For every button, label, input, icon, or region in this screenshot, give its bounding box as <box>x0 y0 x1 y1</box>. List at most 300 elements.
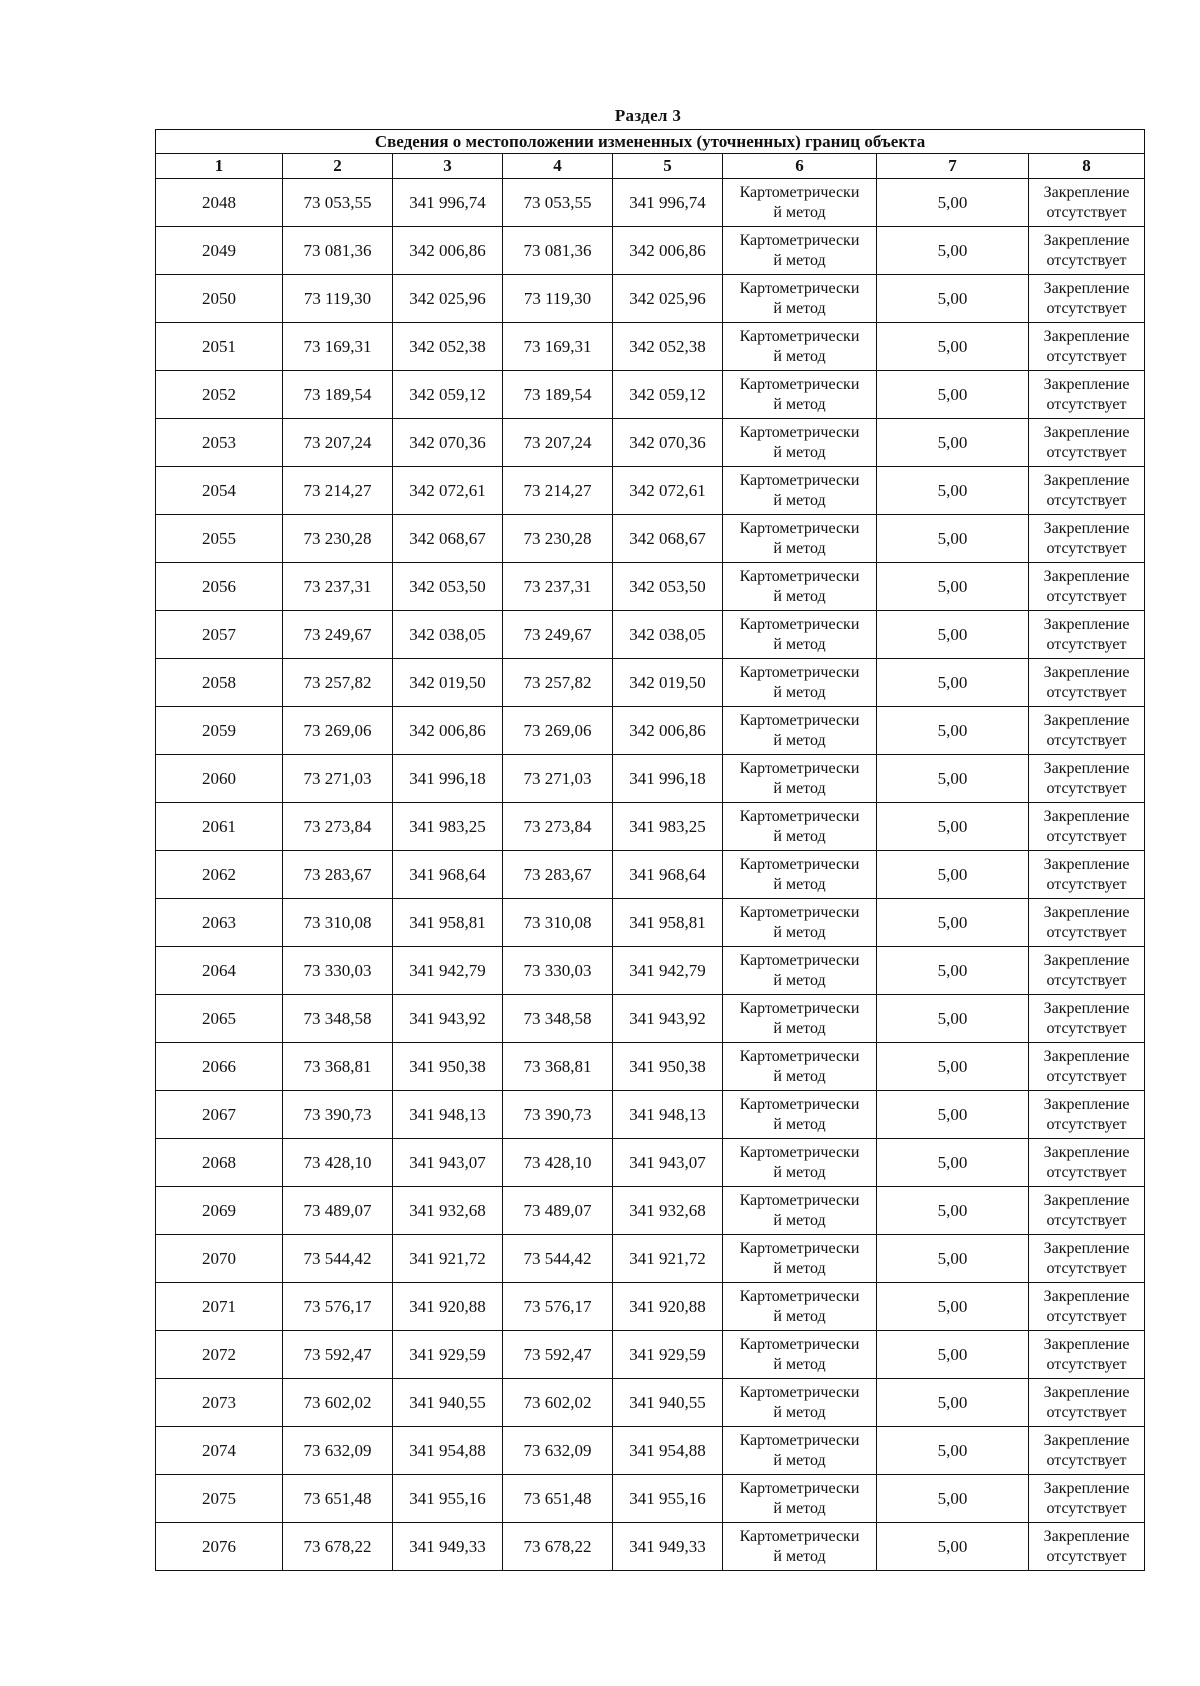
method-cell <box>723 323 877 371</box>
fixation-text-line: отсутствует <box>1046 491 1127 509</box>
x-existing-cell: 73 632,09 <box>283 1427 393 1475</box>
x-refined-cell: 73 271,03 <box>503 755 613 803</box>
column-number: 1 <box>156 154 283 179</box>
x-refined-cell: 73 230,28 <box>503 515 613 563</box>
method-text-line: Картометрически <box>739 903 860 921</box>
x-refined-cell: 73 592,47 <box>503 1331 613 1379</box>
y-refined-cell: 341 942,79 <box>613 947 723 995</box>
table-row <box>156 1283 1145 1331</box>
y-existing-cell: 342 019,50 <box>393 659 503 707</box>
fixation-text-line: отсутствует <box>1046 1547 1127 1565</box>
x-existing-cell: 73 271,03 <box>283 755 393 803</box>
y-refined-cell: 342 019,50 <box>613 659 723 707</box>
method-text-line: Картометрически <box>739 1095 860 1113</box>
table-row <box>156 995 1145 1043</box>
x-existing-cell: 73 119,30 <box>283 275 393 323</box>
fixation-text-line: отсутствует <box>1046 1355 1127 1373</box>
fixation-text-line: отсутствует <box>1046 539 1127 557</box>
fixation-text-line: отсутствует <box>1046 1451 1127 1469</box>
fixation-text-line: Закрепление <box>1043 1479 1130 1497</box>
table-row <box>156 1427 1145 1475</box>
x-refined-cell: 73 428,10 <box>503 1139 613 1187</box>
method-text-line: й метод <box>773 779 826 797</box>
point-number-cell: 2066 <box>156 1043 283 1091</box>
x-refined-cell: 73 269,06 <box>503 707 613 755</box>
method-cell <box>723 179 877 227</box>
fixation-text-line: отсутствует <box>1046 1019 1127 1037</box>
accuracy-cell: 5,00 <box>877 1139 1029 1187</box>
method-text-line: й метод <box>773 395 826 413</box>
column-number: 4 <box>503 154 613 179</box>
table-row <box>156 755 1145 803</box>
method-text-line: й метод <box>773 1211 826 1229</box>
x-existing-cell: 73 283,67 <box>283 851 393 899</box>
x-existing-cell: 73 576,17 <box>283 1283 393 1331</box>
point-number-cell: 2064 <box>156 947 283 995</box>
point-number-cell: 2069 <box>156 1187 283 1235</box>
y-refined-cell: 341 943,07 <box>613 1139 723 1187</box>
x-existing-cell: 73 230,28 <box>283 515 393 563</box>
fixation-cell <box>1029 803 1145 851</box>
fixation-text-line: Закрепление <box>1043 567 1130 585</box>
point-number-cell: 2067 <box>156 1091 283 1139</box>
table-row <box>156 947 1145 995</box>
y-existing-cell: 341 949,33 <box>393 1523 503 1571</box>
point-number-cell: 2076 <box>156 1523 283 1571</box>
fixation-text-line: отсутствует <box>1046 971 1127 989</box>
method-text-line: й метод <box>773 1307 826 1325</box>
x-refined-cell: 73 310,08 <box>503 899 613 947</box>
table-row <box>156 1379 1145 1427</box>
method-cell <box>723 659 877 707</box>
y-refined-cell: 342 070,36 <box>613 419 723 467</box>
table-row <box>156 1331 1145 1379</box>
y-refined-cell: 342 038,05 <box>613 611 723 659</box>
fixation-text-line: Закрепление <box>1043 1143 1130 1161</box>
accuracy-cell: 5,00 <box>877 1427 1029 1475</box>
x-refined-cell: 73 189,54 <box>503 371 613 419</box>
fixation-text-line: Закрепление <box>1043 807 1130 825</box>
method-cell <box>723 1139 877 1187</box>
point-number-cell: 2074 <box>156 1427 283 1475</box>
y-refined-cell: 342 059,12 <box>613 371 723 419</box>
y-existing-cell: 341 942,79 <box>393 947 503 995</box>
accuracy-cell: 5,00 <box>877 179 1029 227</box>
point-number-cell: 2052 <box>156 371 283 419</box>
x-existing-cell: 73 257,82 <box>283 659 393 707</box>
y-existing-cell: 341 929,59 <box>393 1331 503 1379</box>
table-row <box>156 659 1145 707</box>
method-text-line: й метод <box>773 923 826 941</box>
table-row <box>156 1139 1145 1187</box>
y-existing-cell: 342 059,12 <box>393 371 503 419</box>
accuracy-cell: 5,00 <box>877 275 1029 323</box>
table-row <box>156 419 1145 467</box>
method-text-line: Картометрически <box>739 567 860 585</box>
point-number-cell: 2063 <box>156 899 283 947</box>
table-row <box>156 1523 1145 1571</box>
method-cell <box>723 515 877 563</box>
table-row <box>156 611 1145 659</box>
point-number-cell: 2068 <box>156 1139 283 1187</box>
method-text-line: Картометрически <box>739 807 860 825</box>
method-cell <box>723 1427 877 1475</box>
fixation-cell <box>1029 371 1145 419</box>
accuracy-cell: 5,00 <box>877 755 1029 803</box>
method-text-line: Картометрически <box>739 1287 860 1305</box>
method-text-line: й метод <box>773 251 826 269</box>
fixation-text-line: отсутствует <box>1046 1115 1127 1133</box>
x-existing-cell: 73 368,81 <box>283 1043 393 1091</box>
point-number-cell: 2065 <box>156 995 283 1043</box>
table-row <box>156 851 1145 899</box>
fixation-text-line: Закрепление <box>1043 1239 1130 1257</box>
column-number: 2 <box>283 154 393 179</box>
fixation-cell <box>1029 323 1145 371</box>
x-refined-cell: 73 348,58 <box>503 995 613 1043</box>
accuracy-cell: 5,00 <box>877 1091 1029 1139</box>
point-number-cell: 2049 <box>156 227 283 275</box>
method-text-line: й метод <box>773 1451 826 1469</box>
accuracy-cell: 5,00 <box>877 947 1029 995</box>
x-existing-cell: 73 428,10 <box>283 1139 393 1187</box>
method-cell <box>723 1043 877 1091</box>
x-refined-cell: 73 053,55 <box>503 179 613 227</box>
accuracy-cell: 5,00 <box>877 227 1029 275</box>
fixation-cell <box>1029 563 1145 611</box>
fixation-text-line: отсутствует <box>1046 923 1127 941</box>
method-text-line: Картометрически <box>739 183 860 201</box>
x-existing-cell: 73 678,22 <box>283 1523 393 1571</box>
method-text-line: й метод <box>773 1403 826 1421</box>
method-text-line: Картометрически <box>739 231 860 249</box>
y-existing-cell: 342 052,38 <box>393 323 503 371</box>
fixation-text-line: отсутствует <box>1046 299 1127 317</box>
fixation-text-line: отсутствует <box>1046 203 1127 221</box>
method-text-line: й метод <box>773 1499 826 1517</box>
method-text-line: Картометрически <box>739 471 860 489</box>
fixation-text-line: Закрепление <box>1043 759 1130 777</box>
x-existing-cell: 73 489,07 <box>283 1187 393 1235</box>
point-number-cell: 2058 <box>156 659 283 707</box>
fixation-text-line: Закрепление <box>1043 1047 1130 1065</box>
x-existing-cell: 73 237,31 <box>283 563 393 611</box>
fixation-text-line: Закрепление <box>1043 711 1130 729</box>
column-number: 5 <box>613 154 723 179</box>
method-text-line: Картометрически <box>739 1239 860 1257</box>
fixation-text-line: отсутствует <box>1046 635 1127 653</box>
y-existing-cell: 341 932,68 <box>393 1187 503 1235</box>
method-text-line: й метод <box>773 203 826 221</box>
x-refined-cell: 73 576,17 <box>503 1283 613 1331</box>
y-refined-cell: 341 943,92 <box>613 995 723 1043</box>
method-text-line: й метод <box>773 731 826 749</box>
method-text-line: Картометрически <box>739 1383 860 1401</box>
method-text-line: й метод <box>773 971 826 989</box>
y-existing-cell: 341 958,81 <box>393 899 503 947</box>
y-refined-cell: 341 968,64 <box>613 851 723 899</box>
method-text-line: й метод <box>773 635 826 653</box>
fixation-cell <box>1029 1427 1145 1475</box>
method-text-line: й метод <box>773 827 826 845</box>
point-number-cell: 2050 <box>156 275 283 323</box>
method-cell <box>723 611 877 659</box>
method-text-line: й метод <box>773 443 826 461</box>
y-refined-cell: 341 950,38 <box>613 1043 723 1091</box>
accuracy-cell: 5,00 <box>877 995 1029 1043</box>
y-existing-cell: 341 954,88 <box>393 1427 503 1475</box>
table-row <box>156 515 1145 563</box>
x-refined-cell: 73 651,48 <box>503 1475 613 1523</box>
x-refined-cell: 73 330,03 <box>503 947 613 995</box>
fixation-cell <box>1029 707 1145 755</box>
y-refined-cell: 342 006,86 <box>613 707 723 755</box>
y-refined-cell: 342 053,50 <box>613 563 723 611</box>
x-existing-cell: 73 269,06 <box>283 707 393 755</box>
fixation-text-line: отсутствует <box>1046 1307 1127 1325</box>
x-refined-cell: 73 119,30 <box>503 275 613 323</box>
fixation-cell <box>1029 1331 1145 1379</box>
table-row <box>156 1043 1145 1091</box>
method-text-line: й метод <box>773 1259 826 1277</box>
y-existing-cell: 341 943,92 <box>393 995 503 1043</box>
x-existing-cell: 73 592,47 <box>283 1331 393 1379</box>
accuracy-cell: 5,00 <box>877 899 1029 947</box>
y-refined-cell: 341 948,13 <box>613 1091 723 1139</box>
y-refined-cell: 342 072,61 <box>613 467 723 515</box>
accuracy-cell: 5,00 <box>877 659 1029 707</box>
point-number-cell: 2048 <box>156 179 283 227</box>
fixation-text-line: Закрепление <box>1043 1431 1130 1449</box>
fixation-text-line: отсутствует <box>1046 443 1127 461</box>
y-refined-cell: 341 958,81 <box>613 899 723 947</box>
y-existing-cell: 341 921,72 <box>393 1235 503 1283</box>
x-existing-cell: 73 348,58 <box>283 995 393 1043</box>
method-text-line: Картометрически <box>739 1479 860 1497</box>
method-text-line: Картометрически <box>739 279 860 297</box>
fixation-text-line: отсутствует <box>1046 827 1127 845</box>
x-existing-cell: 73 189,54 <box>283 371 393 419</box>
fixation-text-line: Закрепление <box>1043 231 1130 249</box>
table-row <box>156 371 1145 419</box>
column-number: 6 <box>723 154 877 179</box>
y-refined-cell: 341 954,88 <box>613 1427 723 1475</box>
accuracy-cell: 5,00 <box>877 419 1029 467</box>
accuracy-cell: 5,00 <box>877 707 1029 755</box>
method-cell <box>723 275 877 323</box>
table-row <box>156 563 1145 611</box>
x-existing-cell: 73 053,55 <box>283 179 393 227</box>
method-text-line: Картометрически <box>739 519 860 537</box>
accuracy-cell: 5,00 <box>877 371 1029 419</box>
y-existing-cell: 342 068,67 <box>393 515 503 563</box>
x-existing-cell: 73 249,67 <box>283 611 393 659</box>
column-number: 7 <box>877 154 1029 179</box>
point-number-cell: 2072 <box>156 1331 283 1379</box>
method-cell <box>723 1091 877 1139</box>
y-refined-cell: 341 949,33 <box>613 1523 723 1571</box>
x-existing-cell: 73 651,48 <box>283 1475 393 1523</box>
point-number-cell: 2056 <box>156 563 283 611</box>
table-row <box>156 1235 1145 1283</box>
fixation-text-line: отсутствует <box>1046 731 1127 749</box>
y-existing-cell: 341 996,74 <box>393 179 503 227</box>
accuracy-cell: 5,00 <box>877 323 1029 371</box>
fixation-cell <box>1029 467 1145 515</box>
fixation-text-line: Закрепление <box>1043 519 1130 537</box>
y-refined-cell: 341 955,16 <box>613 1475 723 1523</box>
fixation-text-line: Закрепление <box>1043 855 1130 873</box>
y-existing-cell: 342 070,36 <box>393 419 503 467</box>
method-cell <box>723 1187 877 1235</box>
y-refined-cell: 341 996,74 <box>613 179 723 227</box>
x-refined-cell: 73 544,42 <box>503 1235 613 1283</box>
method-cell <box>723 803 877 851</box>
fixation-text-line: отсутствует <box>1046 251 1127 269</box>
x-refined-cell: 73 283,67 <box>503 851 613 899</box>
point-number-cell: 2075 <box>156 1475 283 1523</box>
method-cell <box>723 947 877 995</box>
fixation-text-line: отсутствует <box>1046 1211 1127 1229</box>
x-refined-cell: 73 602,02 <box>503 1379 613 1427</box>
method-cell <box>723 1475 877 1523</box>
y-existing-cell: 342 038,05 <box>393 611 503 659</box>
fixation-text-line: отсутствует <box>1046 587 1127 605</box>
method-cell <box>723 227 877 275</box>
method-cell <box>723 563 877 611</box>
y-refined-cell: 341 940,55 <box>613 1379 723 1427</box>
method-cell <box>723 1379 877 1427</box>
method-text-line: Картометрически <box>739 663 860 681</box>
y-refined-cell: 341 920,88 <box>613 1283 723 1331</box>
y-refined-cell: 342 052,38 <box>613 323 723 371</box>
method-text-line: й метод <box>773 347 826 365</box>
method-text-line: й метод <box>773 875 826 893</box>
method-cell <box>723 1235 877 1283</box>
y-refined-cell: 342 025,96 <box>613 275 723 323</box>
accuracy-cell: 5,00 <box>877 1235 1029 1283</box>
y-existing-cell: 341 950,38 <box>393 1043 503 1091</box>
point-number-cell: 2059 <box>156 707 283 755</box>
table-row <box>156 179 1145 227</box>
y-refined-cell: 341 932,68 <box>613 1187 723 1235</box>
y-existing-cell: 341 943,07 <box>393 1139 503 1187</box>
accuracy-cell: 5,00 <box>877 1187 1029 1235</box>
method-cell <box>723 707 877 755</box>
fixation-text-line: отсутствует <box>1046 1067 1127 1085</box>
table-row <box>156 899 1145 947</box>
method-cell <box>723 467 877 515</box>
point-number-cell: 2057 <box>156 611 283 659</box>
x-existing-cell: 73 169,31 <box>283 323 393 371</box>
x-refined-cell: 73 368,81 <box>503 1043 613 1091</box>
y-existing-cell: 342 053,50 <box>393 563 503 611</box>
y-existing-cell: 342 025,96 <box>393 275 503 323</box>
x-refined-cell: 73 273,84 <box>503 803 613 851</box>
x-existing-cell: 73 390,73 <box>283 1091 393 1139</box>
y-existing-cell: 341 968,64 <box>393 851 503 899</box>
y-refined-cell: 341 996,18 <box>613 755 723 803</box>
accuracy-cell: 5,00 <box>877 563 1029 611</box>
accuracy-cell: 5,00 <box>877 1331 1029 1379</box>
fixation-cell <box>1029 1187 1145 1235</box>
method-text-line: й метод <box>773 1067 826 1085</box>
fixation-text-line: отсутствует <box>1046 779 1127 797</box>
method-text-line: Картометрически <box>739 327 860 345</box>
fixation-cell <box>1029 995 1145 1043</box>
section-title: Раздел 3 <box>614 106 682 125</box>
method-text-line: Картометрически <box>739 711 860 729</box>
x-existing-cell: 73 273,84 <box>283 803 393 851</box>
accuracy-cell: 5,00 <box>877 467 1029 515</box>
fixation-text-line: Закрепление <box>1043 951 1130 969</box>
accuracy-cell: 5,00 <box>877 1283 1029 1331</box>
fixation-text-line: Закрепление <box>1043 1335 1130 1353</box>
accuracy-cell: 5,00 <box>877 803 1029 851</box>
accuracy-cell: 5,00 <box>877 611 1029 659</box>
y-existing-cell: 341 940,55 <box>393 1379 503 1427</box>
x-refined-cell: 73 081,36 <box>503 227 613 275</box>
table-caption: Сведения о местоположении измененных (уточненных) границ объекта <box>156 130 1145 154</box>
fixation-text-line: отсутствует <box>1046 875 1127 893</box>
y-existing-cell: 342 006,86 <box>393 707 503 755</box>
accuracy-cell: 5,00 <box>877 1043 1029 1091</box>
fixation-text-line: Закрепление <box>1043 1527 1130 1545</box>
fixation-text-line: Закрепление <box>1043 183 1130 201</box>
fixation-cell <box>1029 1475 1145 1523</box>
method-text-line: й метод <box>773 1355 826 1373</box>
method-text-line: Картометрически <box>739 759 860 777</box>
fixation-text-line: отсутствует <box>1046 1163 1127 1181</box>
fixation-text-line: Закрепление <box>1043 615 1130 633</box>
method-text-line: й метод <box>773 683 826 701</box>
method-cell <box>723 1523 877 1571</box>
method-text-line: Картометрически <box>739 999 860 1017</box>
y-existing-cell: 341 920,88 <box>393 1283 503 1331</box>
fixation-text-line: Закрепление <box>1043 327 1130 345</box>
x-refined-cell: 73 249,67 <box>503 611 613 659</box>
accuracy-cell: 5,00 <box>877 1379 1029 1427</box>
accuracy-cell: 5,00 <box>877 1523 1029 1571</box>
y-existing-cell: 341 983,25 <box>393 803 503 851</box>
fixation-text-line: Закрепление <box>1043 471 1130 489</box>
y-existing-cell: 341 948,13 <box>393 1091 503 1139</box>
column-number: 3 <box>393 154 503 179</box>
fixation-text-line: отсутствует <box>1046 395 1127 413</box>
x-existing-cell: 73 207,24 <box>283 419 393 467</box>
point-number-cell: 2062 <box>156 851 283 899</box>
method-text-line: Картометрически <box>739 1527 860 1545</box>
fixation-cell <box>1029 1379 1145 1427</box>
fixation-text-line: отсутствует <box>1046 1259 1127 1277</box>
fixation-text-line: Закрепление <box>1043 375 1130 393</box>
y-refined-cell: 341 921,72 <box>613 1235 723 1283</box>
accuracy-cell: 5,00 <box>877 1475 1029 1523</box>
table-row <box>156 1091 1145 1139</box>
method-text-line: Картометрически <box>739 615 860 633</box>
column-number: 8 <box>1029 154 1145 179</box>
method-text-line: Картометрически <box>739 1431 860 1449</box>
fixation-text-line: Закрепление <box>1043 663 1130 681</box>
table-row <box>156 227 1145 275</box>
y-existing-cell: 341 996,18 <box>393 755 503 803</box>
fixation-cell <box>1029 275 1145 323</box>
table-row <box>156 1475 1145 1523</box>
method-text-line: й метод <box>773 1547 826 1565</box>
table-row <box>156 803 1145 851</box>
x-refined-cell: 73 207,24 <box>503 419 613 467</box>
y-existing-cell: 342 072,61 <box>393 467 503 515</box>
